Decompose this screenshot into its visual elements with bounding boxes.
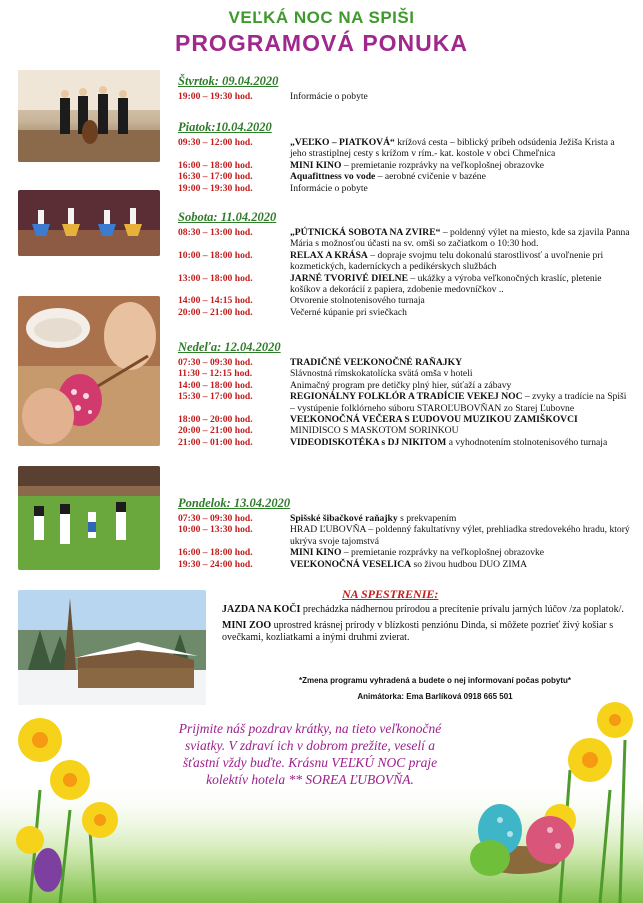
day-title: Štvrtok: 09.04.2020 [178, 74, 279, 88]
header-subtitle: PROGRAMOVÁ PONUKA [174, 30, 468, 56]
extras-title: NA SPESTRENIE: [342, 587, 439, 601]
day-monday [178, 496, 633, 570]
schedule-row: 19:30 – 24:00 hod. VEĽKONOČNÁ VESELICA so živou hudbou DUO ZIMA [178, 558, 528, 570]
extras-section [222, 588, 632, 648]
schedule-row: 16:00 – 18:00 hod. MINI KINO – premietanie rozprávky na veľkoplošnej obrazovke [178, 547, 545, 559]
extra-item: JAZDA NA KOČI prechádzka nádhernou prírodou a precítenie prívalu jarných lúčov /za poplatok/. [222, 604, 624, 615]
day-sunday [178, 340, 633, 448]
day-saturday [178, 210, 633, 318]
schedule-row: 19:00 – 19:30 hod. Informácie o pobyte [178, 182, 368, 194]
schedule-row: 16:00 – 18:00 hod. MINI KINO – premietanie rozprávky na veľkoplošnej obrazovke [178, 159, 545, 171]
schedule-row: 19:00 – 19:30 hod. Informácie o pobyte [178, 91, 368, 102]
folk-dance-photo [18, 466, 160, 570]
schedule-row: 21:00 – 01:00 hod. VIDEODISKOTÉKA s DJ NIKITOM a vyhodnotením stolnotenisového turnaja [178, 436, 608, 448]
easter-egg-painting-photo [18, 296, 160, 446]
schedule-row: 10:00 – 13:30 hod. HRAD ĽUBOVŇA – poldenný fakultatívny výlet, prehliadka stredovekého hradu, ktorý ukrýva svoje tajomstvá [178, 524, 630, 547]
schedule-row: 14:00 – 18:00 hod. Animačný program pre detičky plný hier, súťaží a zábavy [178, 379, 512, 391]
day-thursday [178, 74, 633, 102]
day-title: Sobota: 11.04.2020 [178, 210, 277, 224]
church-photo [18, 590, 206, 705]
greeting-text: Prijmite náš pozdrav krátky, na tieto veľkonočné sviatky. V zdraví ich v dobrom prežite, veselí a šťastní vždy buďte. Krásnu VEĽKÚ NOC praje kolektív hotela ** SOREA ĽUBOVŇA. [178, 721, 442, 787]
schedule-row: 14:00 – 14:15 hod. Otvorenie stolnotenisového turnaja [178, 295, 425, 307]
day-title: Nedeľa: 12.04.2020 [178, 340, 281, 354]
musicians-photo [18, 70, 160, 162]
schedule-row: 07:30 – 09:30 hod. Spišské šibačkové raňajky s prekvapením [178, 513, 457, 524]
schedule-row: 10:00 – 18:00 hod. RELAX A KRÁSA – dopraje svojmu telu dokonalú starostlivosť a uvoľnenie pri kozmetických, kaderníckych a pedikérskych službách [178, 249, 604, 273]
day-title: Piatok:10.04.2020 [178, 120, 272, 134]
schedule-row: 09:30 – 12:00 hod. „VEĽKO – PIATKOVÁ“ krížová cesta – biblický príbeh odsúdenia Ježiša Krista a jeho strastiplnej cesty s krížom v rím.- kat. kostole v obci Chmeľnica [178, 137, 615, 160]
schedule-row: 08:30 – 13:00 hod. „PÚTNICKÁ SOBOTA NA ZVIRE“ – poldenný výlet na miesto, kde sa zjavila Panna Mária s možnosťou účasti na sv. omši so začiatkom o 10:30 hod. [178, 227, 630, 250]
schedule-row: 20:00 – 21:00 hod. Večerné kúpanie pri sviečkach [178, 306, 407, 318]
schedule-row: 07:30 – 09:30 hod. TRADIČNÉ VEĽKONOČNÉ RAŇAJKY [178, 357, 462, 368]
schedule-row: 15:30 – 17:00 hod. REGIONÁLNY FOLKLÓR A TRADÍCIE VEKEJ NOC – zvyky a tradície na Spiši – vystúpenie folklórneho súboru STAROĽUBOVŇAN zo Starej Ľubovne [178, 391, 627, 414]
schedule-row: 16:30 – 17:00 hod. Aquafittness vo vode – aerobné cvičenie v bazéne [178, 171, 486, 183]
schedule-row: 13:00 – 18:00 hod. JARNÉ TVORIVÉ DIELNE – ukážky a výroba veľkonočných kraslíc, pletenie košíkov a dekorácií z papiera, zdobenie medovníčkov .. [178, 272, 602, 296]
dancers-photo [18, 190, 160, 256]
day-friday [178, 120, 633, 194]
program-note: *Zmena programu vyhradená a budete o nej informovaní počas pobytu* [298, 676, 572, 685]
schedule-row: 20:00 – 21:00 hod. MINIDISCO S MASKOTOM SORINKOU [178, 425, 459, 437]
schedule-row: 18:00 – 20:00 hod. VEĽKONOČNÁ VEČERA S ĽUDOVOU MUZIKOU ZAMIŠKOVCI [178, 414, 578, 426]
schedule-row: 11:30 – 12:15 hod. Slávnostná rímskokatolícka svätá omša v hoteli [178, 368, 473, 380]
header-title: VEĽKÁ NOC NA SPIŠI [228, 8, 415, 27]
extra-item: MINI ZOO uprostred krásnej prírody v blízkosti penziónu Dinda, si môžete pozrieť živý košiar s ovečkami, kozliatkami a inými druhmi zvierat. [222, 620, 614, 643]
day-title: Pondelok: 13.04.2020 [178, 496, 291, 510]
animator-contact: Animátorka: Ema Barlíková 0918 665 501 [357, 692, 513, 701]
